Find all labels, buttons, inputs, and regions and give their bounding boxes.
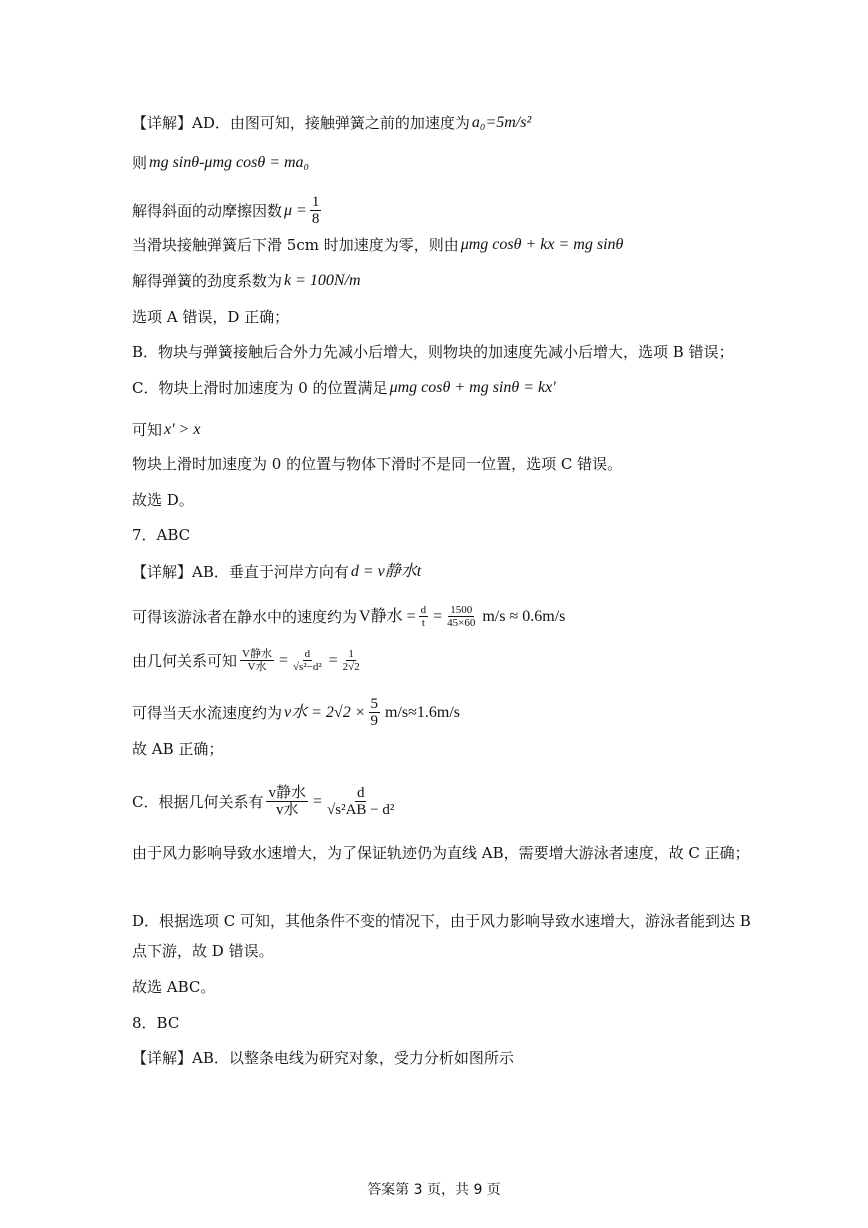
line-option-a-d: 选项 A 错误，D 正确； — [132, 308, 290, 326]
line-detail-ad: 【详解】AD．由图可知，接触弹簧之前的加速度为 a₀=5m/s² — [132, 114, 532, 132]
line-comparison: 可知 x' > x — [132, 421, 201, 439]
page-footer: 答案第 3 页，共 9 页 — [367, 1182, 501, 1198]
fraction-five-ninths: $\frac{5}{9}$ — [370, 696, 378, 729]
fraction-1500-over-2700: $\frac{1500}{45\times 60}$ — [447, 604, 476, 629]
line-answer-d: 故选 D。 — [132, 491, 194, 509]
line-water-flow-speed: 可得当天水流速度约为 v水 = 2√2 × $\frac{5}{9}$ m/s≈1.6m/s — [132, 696, 461, 729]
fraction-d-over-root-sab: $\frac{d}{\text{√s²AB − d²}}$ — [327, 785, 395, 818]
line-geometry-ratio: 由几何关系可知 $\frac{\text{V静水}}{\text{V水}}$ = $\frac{d}{\text{√s²−d²}}$ = $\frac{1}{2√2}$ — [132, 648, 360, 673]
line-option-d: D．根据选项 C 可知，其他条件不变的情况下，由于风力影响导致水速增大，游泳者能到达 B 点下游，故 D 错误。 — [132, 912, 751, 960]
line-detail-ab-wire: 【详解】AB．以整条电线为研究对象，受力分析如图所示 — [132, 1049, 514, 1067]
line-spring-constant: 解得弹簧的劲度系数为 k = 100N/m — [132, 272, 361, 290]
fraction-d-over-root: $\frac{d}{\text{√s²−d²}}$ — [293, 648, 322, 673]
line-detail-ab: 【详解】AB．垂直于河岸方向有 d = v静水t — [132, 563, 422, 581]
line-still-water-speed: 可得该游泳者在静水中的速度约为 V静水 = $\frac{d}{t}$ = $\frac{1500}{45\times 60}$ m/s ≈ 0.6m/s — [132, 604, 566, 629]
line-wind-effect: 由于风力影响导致水速增大，为了保证轨迹仍为直线 AB，需要增大游泳者速度，故 C 正确； — [132, 844, 750, 862]
fraction-one-eighth: $\frac{1}{8}$ — [311, 194, 320, 227]
fraction-d-over-t: $\frac{d}{t}$ — [420, 604, 427, 629]
line-ab-correct: 故 AB 正确； — [132, 740, 224, 758]
line-position-conclusion: 物块上滑时加速度为 0 的位置与物体下滑时不是同一位置，选项 C 错误。 — [132, 455, 623, 473]
line-equation-1: 则 mg sinθ-μmg cosθ = ma₀ — [132, 154, 310, 172]
question-8-answer: 8．BC — [132, 1014, 180, 1032]
question-7-answer: 7．ABC — [132, 526, 191, 544]
fraction-one-over-2root2: $\frac{1}{2√2}$ — [342, 648, 360, 673]
line-answer-abc: 故选 ABC。 — [132, 978, 216, 996]
line-option-b: B．物块与弹簧接触后合外力先减小后增大，则物块的加速度先减小后增大，选项 B 错误； — [132, 343, 734, 361]
fraction-speed-ratio: $\frac{\text{V静水}}{\text{V水}}$ — [242, 648, 272, 673]
line-geometry-c: C．根据几何关系有 $\frac{\text{v静水}}{\text{v水}}$ = $\frac{d}{\text{√s²AB − d²}}$ — [132, 785, 395, 818]
fraction-speed-ratio-c: $\frac{\text{v静水}}{\text{v水}}$ — [268, 785, 306, 818]
line-zero-acceleration: 当滑块接触弹簧后下滑 5cm 时加速度为零，则由 μmg cosθ + kx = mg sinθ — [132, 236, 624, 254]
line-friction-coefficient: 解得斜面的动摩擦因数 μ = $\frac{1}{8}$ — [132, 194, 320, 227]
line-option-c: C．物块上滑时加速度为 0 的位置满足 μmg cosθ + mg sinθ = kx' — [132, 379, 556, 397]
